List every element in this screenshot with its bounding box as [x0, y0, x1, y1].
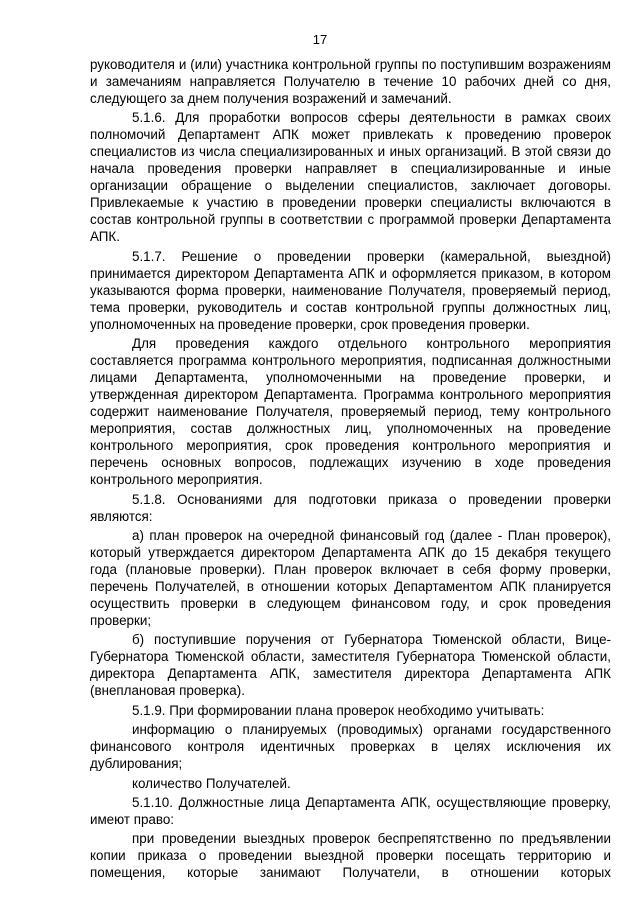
paragraph-5-1-8: 5.1.8. Основаниями для подготовки приказа о проведении проверки являются:: [90, 491, 611, 524]
paragraph-program: Для проведения каждого отдельного контрольного мероприятия составляется программа контрольного мероприятия, подписанная должностными лицами Департамента, уполномоченными на проведение проверки, и утвержденная директором Департамента. Программа контрольного мероприятия содержит наименование Получателя, проверяемый период, тему контрольного мероприятия, состав должностных лиц, уполномоченных на проведение контрольного мероприятия, срок проведения контрольного мероприятия и перечень основных вопросов, подлежащих изучению в ходе проведения контрольного мероприятия.: [90, 336, 611, 488]
paragraph-5-1-6: 5.1.6. Для проработки вопросов сферы деятельности в рамках своих полномочий Департамент АПК может привлекать к проведению проверок специалистов из числа специализированных и иных организаций. В этой связи до начала проведения проверки направляет в специализированные и иные организации обращение о выделении специалистов, заключает договоры. Привлекаемые к участию в проведении проверки специалисты включаются в состав контрольной группы в соответствии с программой проверки Департамента АПК.: [90, 110, 611, 245]
paragraph-continuation: руководителя и (или) участника контрольной группы по поступившим возражениям и замечаниям направляется Получателю в течение 10 рабочих дней со дня, следующего за днем получения возражений и замечаний.: [90, 57, 611, 106]
paragraph-5-1-7: 5.1.7. Решение о проведении проверки (камеральной, выездной) принимается директором Департамента АПК и оформляется приказом, в котором указываются форма проверки, наименование Получателя, проверяемый период, тема проверки, руководитель и состав контрольной группы должностных лиц, уполномоченных на проведение проверки, срок проведения проверки.: [90, 248, 611, 332]
paragraph-5-1-10: 5.1.10. Должностные лица Департамента АПК, осуществляющие проверку, имеют право:: [90, 794, 611, 827]
paragraph-info: информацию о планируемых (проводимых) органами государственного финансового контроля идентичных проверках в целях исключения их дублирования;: [90, 722, 611, 772]
paragraph-count: количество Получателей.: [132, 775, 291, 791]
paragraph-right-visit: при проведении выездных проверок беспрепятственно по предъявлении копии приказа о проведении выездной проверки посещать территорию и помещения, которые занимают Получатели, в отношении которых: [90, 831, 611, 881]
page-number: 17: [312, 32, 328, 47]
paragraph-item-b: б) поступившие поручения от Губернатора Тюменской области, Вице-Губернатора Тюменской области, заместителя Губернатора Тюменской области, директора Департамента АПК, заместителя директора Департамента АПК (внеплановая проверка).: [90, 632, 611, 699]
paragraph-5-1-9: 5.1.9. При формировании плана проверок необходимо учитывать:: [132, 702, 545, 718]
document-body: [90, 56, 611, 884]
paragraph-item-a: а) план проверок на очередной финансовый год (далее - План проверок), который утверждается директором Департамента АПК до 15 декабря текущего года (плановые проверки). План проверок включает в себя форму проверки, перечень Получателей, в отношении которых Департаментом АПК планируется осуществить проверки в следующем финансовом году, и срок проведения проверки;: [90, 527, 611, 628]
